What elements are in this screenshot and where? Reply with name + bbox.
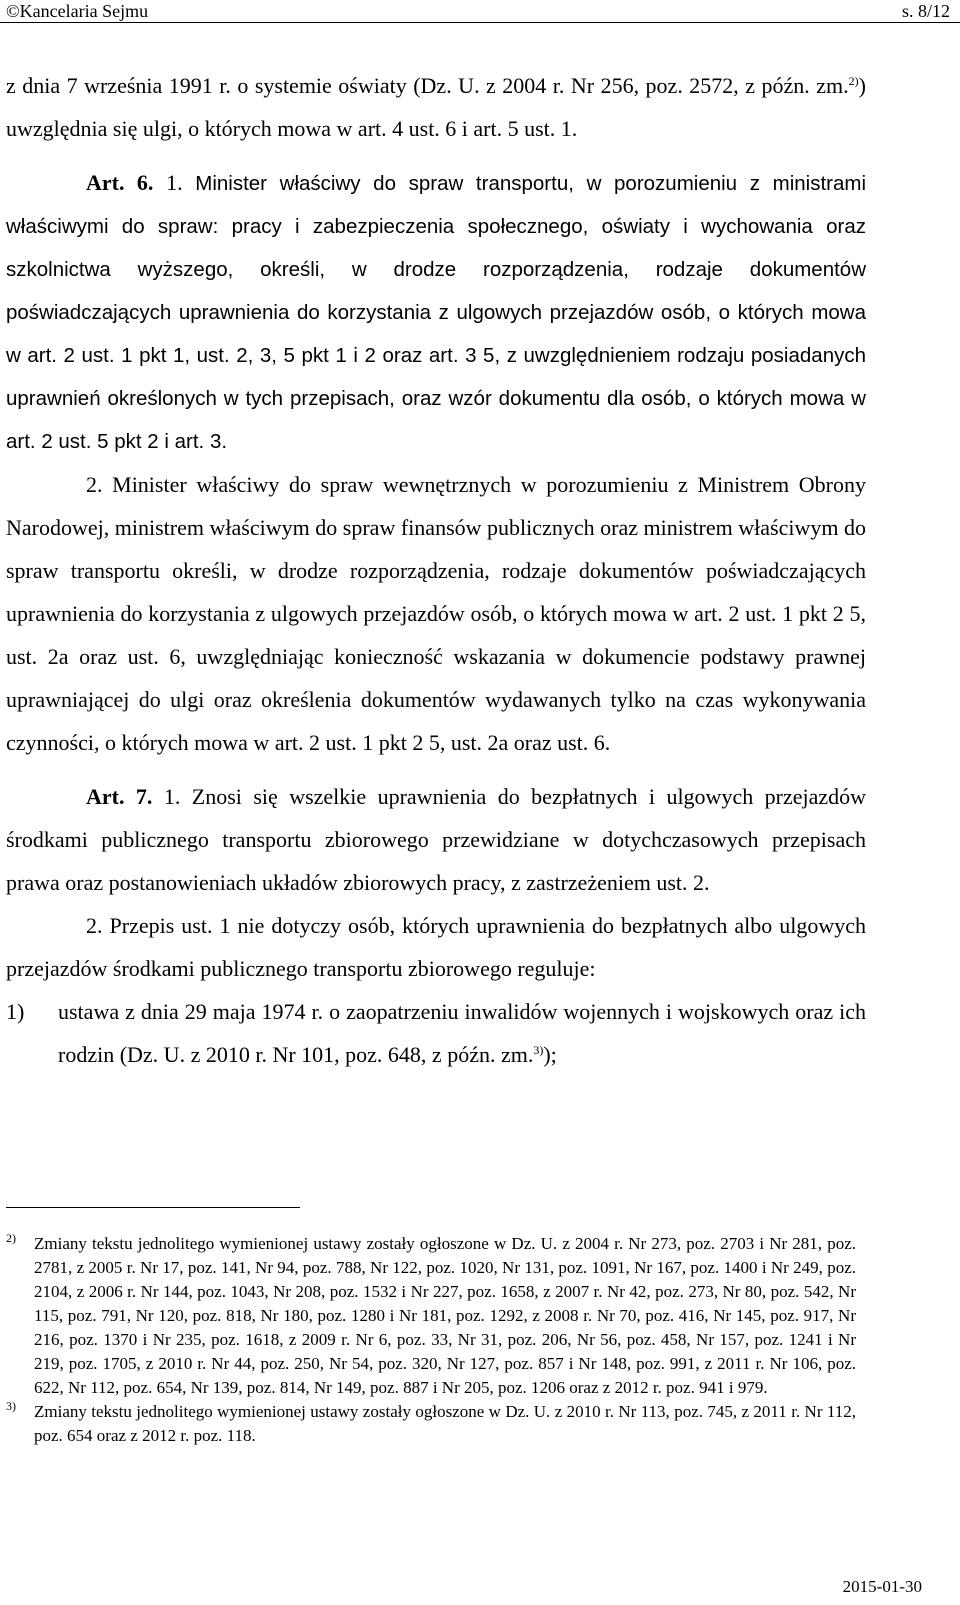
intro-rest: ) uwzględnia się ulgi, o których mowa w art. 4 ust. 6 i art. 5 ust. 1.: [6, 73, 866, 141]
page-header: [0, 0, 960, 23]
list-item-end: );: [543, 1042, 557, 1067]
document-body: [6, 64, 866, 1076]
art6-ust2: 2. Minister właściwy do spraw wewnętrznych w porozumieniu z Ministrem Obrony Narodowej, ministrem właściwym do spraw finansów publicznych oraz ministrem właściwym do spraw transportu określi, w drodze rozporządzenia, rodzaje dokumentów poświadczających uprawnienia do korzystania z ulgowych przejazdów osób, o których mowa w art. 2 ust. 1 pkt 2 5, ust. 2a oraz ust. 6, uwzględniając konieczność wskazania w dokumencie podstawy prawnej uprawniającej do ulgi oraz określenia dokumentów wydawanych tylko na czas wykonywania czynności, o których mowa w art. 2 ust. 1 pkt 2 5, ust. 2a oraz ust. 6.: [6, 472, 866, 755]
art7-label: Art. 7.: [86, 784, 153, 809]
art7-ust1-text: 1. Znosi się wszelkie uprawnienia do bezpłatnych i ulgowych przejazdów środkami publicznego transportu zbiorowego przewidziane w dotychczasowych przepisach prawa oraz postanowieniach układów zbiorowych pracy, z zastrzeżeniem ust. 2.: [6, 784, 867, 895]
art6-label: Art. 6.: [86, 170, 154, 195]
footnote-marker: 2): [6, 1231, 16, 1245]
footnote: [6, 1400, 856, 1448]
page-number: s. 8/12: [901, 1, 950, 21]
list-item-number: 1): [6, 999, 25, 1024]
footnote-separator: [6, 1207, 300, 1208]
footnote-text: Zmiany tekstu jednolitego wymienionej ustawy zostały ogłoszone w Dz. U. z 2004 r. Nr 273, poz. 2703 i Nr 281, poz. 2781, z 2005 r. Nr 17, poz. 141, Nr 94, poz. 788, Nr 122, poz. 1020, Nr 131, poz. 1091, Nr 167, poz. 1400 i Nr 249, poz. 2104, z 2006 r. Nr 144, poz. 1043, Nr 208, poz. 1532 i Nr 227, poz. 1658, z 2007 r. Nr 42, poz. 273, Nr 80, poz. 542, Nr 115, poz. 791, Nr 120, poz. 818, Nr 180, poz. 1280 i Nr 181, poz. 1292, z 2008 r. Nr 70, poz. 416, Nr 145, poz. 917, Nr 216, poz. 1370 i Nr 235, poz. 1618, z 2009 r. Nr 6, poz. 33, Nr 31, poz. 206, Nr 56, poz. 458, Nr 157, poz. 1241 i Nr 219, poz. 1705, z 2010 r. Nr 44, poz. 250, Nr 54, poz. 320, Nr 127, poz. 857 i Nr 148, poz. 991, z 2011 r. Nr 106, poz. 622, Nr 112, poz. 654, Nr 139, poz. 814, Nr 149, poz. 887 i Nr 205, poz. 1206 oraz z 2012 r. poz. 941 i 979.: [34, 1234, 856, 1397]
footnote-marker: 3): [6, 1399, 16, 1413]
footnote: [6, 1232, 856, 1400]
art7-ust2: 2. Przepis ust. 1 nie dotyczy osób, których uprawnienia do bezpłatnych albo ulgowych przejazdów środkami publicznego transportu zbiorowego reguluje:: [6, 913, 866, 981]
list-item-text: ustawa z dnia 29 maja 1974 r. o zaopatrzeniu inwalidów wojennych i wojskowych oraz ich rodzin (Dz. U. z 2010 r. Nr 101, poz. 648, z późn. zm.: [58, 999, 866, 1067]
publisher-label: ©Kancelaria Sejmu: [6, 1, 149, 21]
document-date: 2015-01-30: [842, 1577, 922, 1596]
footnote-text: Zmiany tekstu jednolitego wymienionej ustawy zostały ogłoszone w Dz. U. z 2010 r. Nr 113, poz. 745, z 2011 r. Nr 112, poz. 654 oraz z 2012 r. poz. 118.: [34, 1402, 856, 1445]
art6-ust1-num: 1.: [166, 170, 183, 195]
intro-text: z dnia 7 września 1991 r. o systemie oświaty (Dz. U. z 2004 r. Nr 256, poz. 2572, z późn. zm.: [6, 73, 849, 98]
art6-ust1-text: Minister właściwy do spraw transportu, w porozumieniu z ministrami właściwymi do spraw: pracy i zabezpieczenia społecznego, oświaty i wychowania oraz szkolnictwa wyższego, określi, w drodze rozporządzenia, rodzaje dokumentów poświadczających uprawnienia do korzystania z ulgowych przejazdów osób, o których mowa w art. 2 ust. 1 pkt 1, ust. 2, 3, 5 pkt 1 i 2 oraz art. 3 5, z uwzględnieniem rodzaju posiadanych uprawnień określonych w tych przepisach, oraz wzór dokumentu dla osób, o których mowa w art. 2 ust. 5 pkt 2 i art. 3.: [6, 172, 867, 453]
intro-paragraph: [6, 64, 866, 150]
art7-ust1: [6, 775, 866, 904]
art6-ust1: [6, 161, 866, 463]
footnote-ref-3: 3): [533, 1043, 544, 1057]
footnotes: [6, 1232, 856, 1448]
footnote-ref-2: 2): [848, 74, 859, 88]
list-item: [6, 990, 866, 1076]
